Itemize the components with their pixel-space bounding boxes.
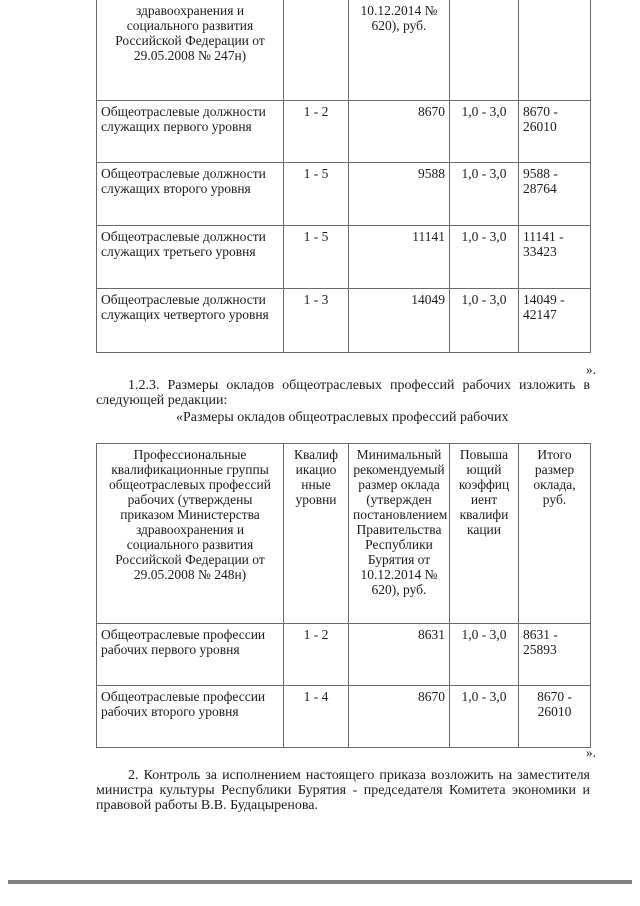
group-name-cell: Общеотраслевые должности служащих второго уровня: [97, 162, 284, 225]
header-group-cell: Профессиональные квалификационные группы общеотраслевых профессий рабочих (утверждены приказом Министерства здравоохранения и социального развития Российской Федерации от 29.05.2008 № 248н): [97, 444, 284, 624]
salary-cell: 8670: [349, 686, 450, 748]
closing-quote: ».: [585, 745, 596, 760]
coeff-cell: 1,0 - 3,0: [450, 225, 519, 288]
section-paragraph: 1.2.3. Размеры окладов общеотраслевых профессий рабочих изложить в следующей редакции:: [96, 378, 590, 408]
header-coeff-cell: Повыша ющий коэффиц иент квалифи кации: [450, 444, 519, 624]
header-salary-cell: 10.12.2014 № 620), руб.: [349, 0, 450, 100]
levels-cell: 1 - 2: [284, 100, 349, 162]
coeff-cell: 1,0 - 3,0: [450, 288, 519, 352]
header-group-cell: здравоохранения и социального развития Российской Федерации от 29.05.2008 № 247н): [97, 0, 284, 100]
salary-cell: 8670: [349, 100, 450, 162]
table-header-row: [97, 444, 591, 624]
table-row: [97, 288, 591, 352]
table-header-continuation: [97, 0, 591, 100]
levels-cell: 1 - 5: [284, 225, 349, 288]
table-row: [97, 225, 591, 288]
salary-cell: 9588: [349, 162, 450, 225]
total-cell: 8670 - 26010: [519, 100, 591, 162]
salary-cell: 11141: [349, 225, 450, 288]
bottom-border-line: [8, 880, 632, 884]
levels-cell: 1 - 5: [284, 162, 349, 225]
salary-cell: 14049: [349, 288, 450, 352]
coeff-cell: 1,0 - 3,0: [450, 162, 519, 225]
header-total-cell: Итого размер оклада, руб.: [519, 444, 591, 624]
coeff-cell: 1,0 - 3,0: [450, 100, 519, 162]
closing-paragraph: 2. Контроль за исполнением настоящего приказа возложить на заместителя министра культуры Республики Бурятия - председателя Комитета экономики и правовой работы В.В. Будацыренова.: [96, 768, 590, 813]
table-row: [97, 162, 591, 225]
section-title: «Размеры окладов общеотраслевых профессий рабочих: [176, 410, 509, 425]
group-name-cell: Общеотраслевые должности служащих четвертого уровня: [97, 288, 284, 352]
total-cell: 8670 - 26010: [519, 686, 591, 748]
closing-quote: ».: [585, 362, 596, 377]
total-cell: 11141 - 33423: [519, 225, 591, 288]
coeff-cell: 1,0 - 3,0: [450, 624, 519, 686]
total-cell: 8631 - 25893: [519, 624, 591, 686]
total-cell: 14049 - 42147: [519, 288, 591, 352]
salary-table-employees: [96, 0, 591, 353]
salary-table-workers: [96, 443, 591, 748]
table-row: [97, 100, 591, 162]
header-coeff-cell: [450, 0, 519, 100]
coeff-cell: 1,0 - 3,0: [450, 686, 519, 748]
table-row: [97, 624, 591, 686]
salary-cell: 8631: [349, 624, 450, 686]
header-levels-cell: Квалиф икацио нные уровни: [284, 444, 349, 624]
header-total-cell: [519, 0, 591, 100]
header-levels-cell: [284, 0, 349, 100]
group-name-cell: Общеотраслевые профессии рабочих второго уровня: [97, 686, 284, 748]
levels-cell: 1 - 4: [284, 686, 349, 748]
group-name-cell: Общеотраслевые профессии рабочих первого уровня: [97, 624, 284, 686]
levels-cell: 1 - 3: [284, 288, 349, 352]
levels-cell: 1 - 2: [284, 624, 349, 686]
group-name-cell: Общеотраслевые должности служащих третьего уровня: [97, 225, 284, 288]
table-row: [97, 686, 591, 748]
group-name-cell: Общеотраслевые должности служащих первого уровня: [97, 100, 284, 162]
header-salary-cell: Минимальный рекомендуемый размер оклада (утвержден постановлением Правительства Республики Бурятия от 10.12.2014 № 620), руб.: [349, 444, 450, 624]
total-cell: 9588 - 28764: [519, 162, 591, 225]
